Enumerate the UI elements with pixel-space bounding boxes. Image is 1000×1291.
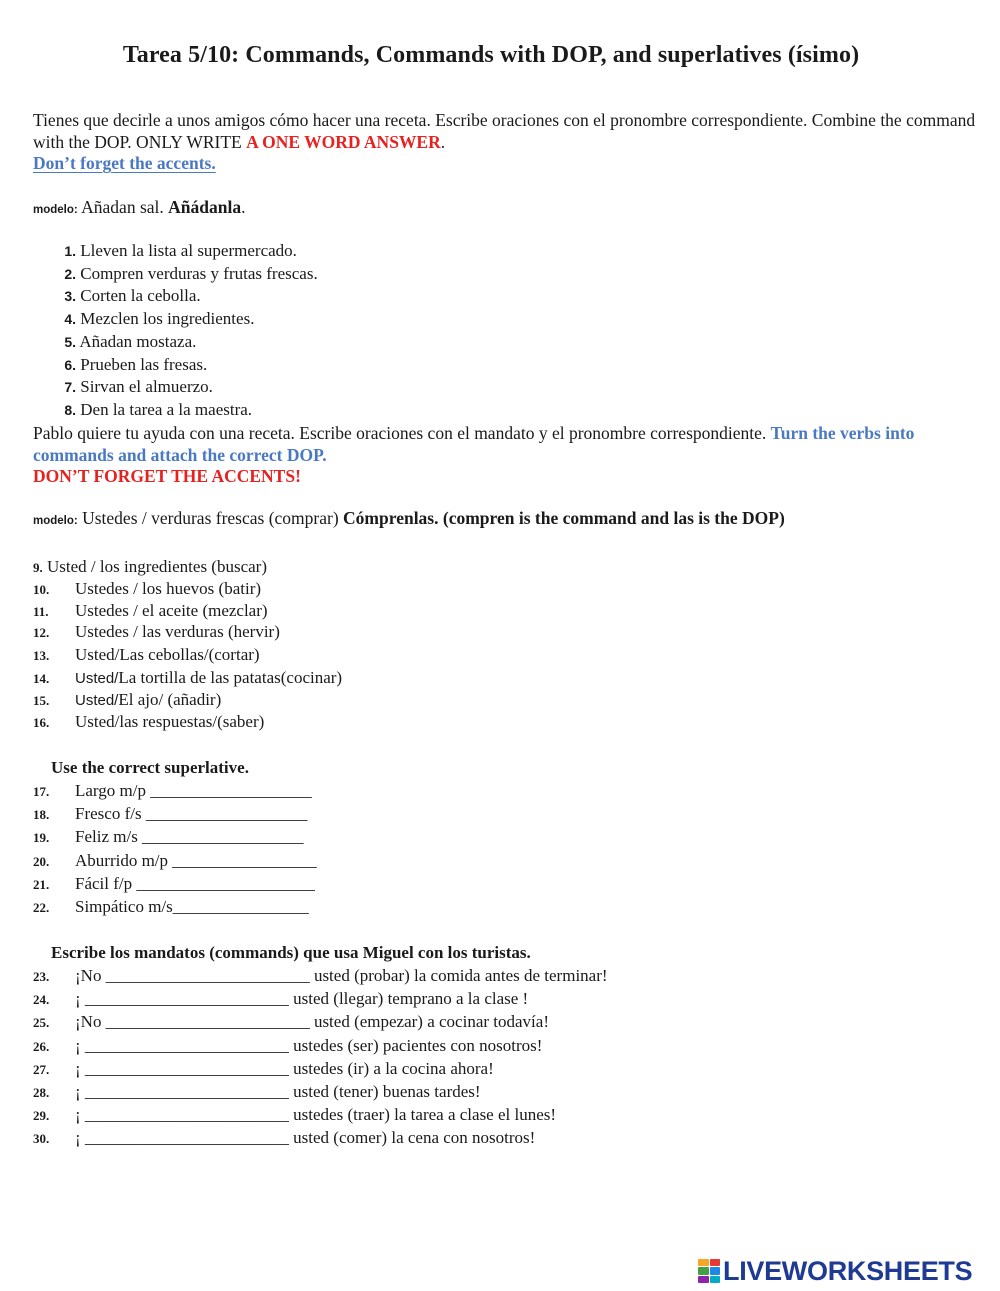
accents-reminder: Don’t forget the accents. bbox=[33, 153, 216, 173]
list-item bbox=[33, 1082, 481, 1102]
list-item bbox=[33, 1105, 556, 1125]
modelo-text: Ustedes / verduras frescas (comprar) bbox=[82, 508, 339, 528]
list-item bbox=[33, 1012, 549, 1032]
item-number: 14. bbox=[33, 671, 50, 686]
item-number: 8. bbox=[64, 401, 76, 418]
item-number: 19. bbox=[33, 830, 50, 846]
item-text: ¡ ________________________ usted (tener) buenas tardes! bbox=[75, 1082, 481, 1101]
item-number: 26. bbox=[33, 1038, 50, 1054]
section1-list bbox=[52, 240, 318, 422]
list-item bbox=[33, 827, 304, 847]
logo-square bbox=[698, 1259, 709, 1266]
list-item bbox=[33, 1059, 494, 1079]
period: . bbox=[440, 131, 446, 152]
liveworksheets-logo bbox=[698, 1256, 972, 1286]
item-number: 13. bbox=[33, 648, 50, 663]
list-item bbox=[33, 1036, 542, 1056]
superlative-heading: Use the correct superlative. bbox=[51, 758, 249, 777]
item-number: 15. bbox=[33, 693, 50, 708]
item-number: 11. bbox=[33, 604, 49, 619]
item-text: Feliz m/s ___________________ bbox=[75, 827, 304, 847]
item-text: ¡ ________________________ ustedes (ir) a la cocina ahora! bbox=[75, 1058, 494, 1078]
list-item bbox=[33, 622, 280, 642]
list-item bbox=[52, 285, 318, 308]
logo-square bbox=[710, 1276, 721, 1283]
item-text: Den la tarea a la maestra. bbox=[80, 399, 253, 419]
page-title: Tarea 5/10: Commands, Commands with DOP, and superlatives (ísimo) bbox=[122, 42, 860, 68]
one-word-answer-emphasis: A ONE WORD ANSWER bbox=[246, 131, 441, 152]
item-text: ¡ ________________________ ustedes (traer) la tarea a clase el lunes! bbox=[75, 1105, 557, 1125]
item-number: 2. bbox=[64, 265, 76, 282]
item-text-prefix: Usted/ bbox=[75, 670, 119, 687]
item-text: El ajo/ (añadir) bbox=[118, 690, 222, 709]
list-item bbox=[33, 966, 608, 986]
item-text: Usted/las respuestas/(saber) bbox=[75, 712, 265, 731]
list-item bbox=[52, 240, 318, 263]
item-text: Ustedes / el aceite (mezclar) bbox=[75, 601, 268, 620]
section1-instructions bbox=[33, 110, 978, 175]
logo-text: LIVEWORKSHEETS bbox=[723, 1255, 973, 1286]
section2-blue-instruction: Turn the verbs into commands and attach the correct DOP. bbox=[33, 423, 915, 465]
item-number: 29. bbox=[33, 1108, 50, 1124]
logo-square bbox=[710, 1259, 721, 1266]
modelo-answer: Cómprenlas. (compren is the command and las is the DOP) bbox=[343, 508, 785, 528]
list-item bbox=[33, 804, 307, 824]
item-text: Lleven la lista al supermercado. bbox=[80, 241, 297, 260]
item-text: Usted/Las cebollas/(cortar) bbox=[75, 645, 260, 664]
item-text: Fácil f/p _____________________ bbox=[75, 873, 315, 893]
item-number: 30. bbox=[33, 1131, 50, 1147]
item-number: 10. bbox=[33, 582, 50, 597]
modelo-text: Añadan sal. bbox=[81, 197, 164, 217]
item-number: 28. bbox=[33, 1085, 50, 1100]
item-number: 3. bbox=[64, 288, 76, 305]
item-number: 4. bbox=[64, 311, 76, 328]
section2-red-reminder: DON’T FORGET THE ACCENTS! bbox=[33, 466, 301, 486]
list-item bbox=[52, 308, 318, 331]
item-text: ¡No ________________________ usted (empezar) a cocinar todavía! bbox=[75, 1012, 549, 1032]
list-item bbox=[33, 989, 528, 1009]
item-number: 18. bbox=[33, 807, 50, 823]
list-item bbox=[33, 874, 315, 894]
liveworksheets-logo-icon bbox=[698, 1259, 720, 1283]
item-number: 5. bbox=[64, 333, 76, 350]
section1-instructions-text: Tienes que decirle a unos amigos cómo hacer una receta. Escribe oraciones con el pronombre correspondiente. Combine the command with the DOP. ONLY WRITE bbox=[33, 110, 976, 152]
item-number: 17. bbox=[33, 784, 50, 799]
modelo-label: modelo: bbox=[33, 204, 78, 216]
item-text: Simpático m/s________________ bbox=[75, 897, 309, 916]
item-text: ¡ ________________________ ustedes (ser) pacientes con nosotros! bbox=[75, 1035, 543, 1055]
item-number: 21. bbox=[33, 876, 50, 892]
item-number: 24. bbox=[33, 992, 50, 1008]
section2-instructions bbox=[33, 423, 978, 488]
item-text: La tortilla de las patatas(cocinar) bbox=[118, 668, 343, 687]
item-text: Aburrido m/p _________________ bbox=[75, 850, 317, 870]
item-text-prefix: Usted/ bbox=[75, 692, 119, 709]
logo-square bbox=[698, 1267, 709, 1274]
item-number: 22. bbox=[33, 900, 50, 915]
item-text: Ustedes / las verduras (hervir) bbox=[75, 622, 280, 641]
item-text: Añadan mostaza. bbox=[79, 331, 197, 351]
list-item bbox=[33, 712, 264, 732]
item-text: Usted / los ingredientes (buscar) bbox=[47, 557, 267, 576]
item-text: Sirvan el almuerzo. bbox=[80, 377, 213, 397]
list-item bbox=[52, 399, 318, 422]
modelo-label: modelo: bbox=[33, 515, 78, 527]
item-text: Ustedes / los huevos (batir) bbox=[75, 579, 262, 598]
item-number: 6. bbox=[64, 356, 76, 373]
item-number: 27. bbox=[33, 1061, 50, 1077]
logo-square bbox=[710, 1267, 721, 1274]
list-item bbox=[33, 668, 342, 688]
item-text: ¡ ________________________ usted (comer) la cena con nosotros! bbox=[75, 1128, 536, 1148]
item-number: 23. bbox=[33, 969, 50, 984]
item-number: 1. bbox=[64, 243, 76, 259]
list-item bbox=[33, 557, 267, 577]
item-text: Compren verduras y frutas frescas. bbox=[80, 263, 318, 283]
section1-modelo: modelo: Añadan sal. Añádanla. bbox=[33, 197, 246, 217]
list-item bbox=[33, 601, 268, 621]
section2-instructions-text: Pablo quiere tu ayuda con una receta. Escribe oraciones con el mandato y el pronombre correspondiente. bbox=[33, 423, 771, 443]
list-item bbox=[52, 376, 318, 399]
list-item bbox=[33, 579, 261, 599]
list-item bbox=[33, 781, 312, 801]
item-text: Mezclen los ingredientes. bbox=[80, 309, 255, 329]
list-item bbox=[52, 354, 318, 377]
commands-heading: Escribe los mandatos (commands) que usa Miguel con los turistas. bbox=[51, 943, 531, 962]
item-number: 12. bbox=[33, 625, 50, 640]
item-text: ¡No ________________________ usted (probar) la comida antes de terminar! bbox=[75, 966, 608, 985]
list-item bbox=[33, 851, 317, 871]
logo-square bbox=[698, 1276, 709, 1283]
item-number: 9. bbox=[33, 560, 43, 575]
section2-modelo bbox=[33, 508, 785, 529]
item-text: Fresco f/s ___________________ bbox=[75, 804, 308, 824]
item-number: 16. bbox=[33, 715, 50, 730]
list-item bbox=[33, 690, 221, 710]
item-number: 20. bbox=[33, 853, 50, 869]
list-item bbox=[33, 897, 309, 917]
item-number: 7. bbox=[64, 379, 76, 396]
item-number: 25. bbox=[33, 1015, 50, 1031]
item-text: Corten la cebolla. bbox=[80, 286, 201, 306]
list-item bbox=[52, 263, 318, 286]
list-item bbox=[33, 645, 260, 665]
list-item bbox=[52, 331, 318, 354]
item-text: Largo m/p ___________________ bbox=[75, 781, 312, 800]
item-text: Prueben las fresas. bbox=[80, 354, 208, 374]
list-item bbox=[33, 1128, 535, 1148]
item-text: ¡ ________________________ usted (llegar) temprano a la clase ! bbox=[75, 989, 529, 1009]
modelo-answer: Añádanla bbox=[168, 197, 242, 217]
